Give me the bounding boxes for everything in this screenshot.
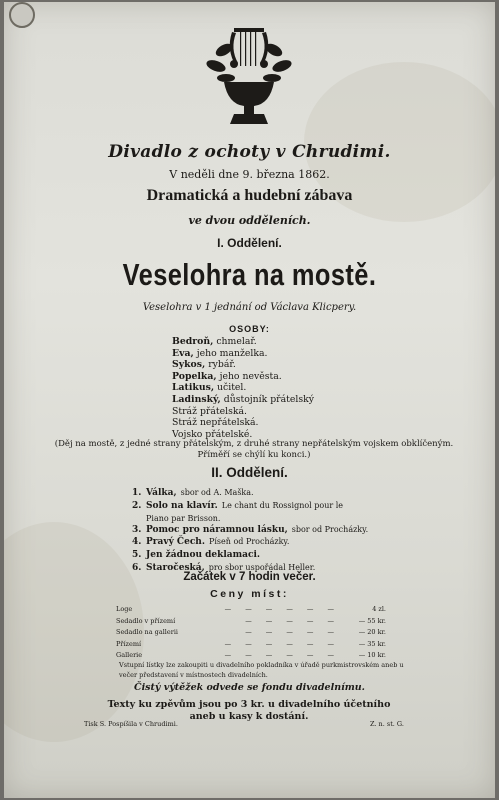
sign-mark: Z. n. st. G. [370,720,404,728]
cast-item: Stráž přátelská. [172,405,247,417]
cast-header: OSOBY: [229,324,270,334]
program-item-continuation: Piano par Brisson. [146,513,221,523]
lyrics-note: Texty ku zpěvům jsou po 3 kr. u divadelního účetního aneb u kasy k dostání. [107,699,391,722]
play-subtitle: Veselohra v 1 jednání od Václava Klicpery. [142,302,357,313]
theatre-title: Divadlo z ochoty v Chrudimi. [108,142,391,162]
program-list [132,487,432,575]
event-title: Dramatická a hudební zábava [146,187,353,204]
pin-hole [9,2,35,28]
price-row: Loge — — — — — — 4 zl. [116,605,386,613]
start-time: Začátek v 7 hodin večer. [183,571,316,583]
lyre-emblem-icon [204,20,294,130]
cast-list [172,336,472,440]
price-row: Přízemí — — — — — — — 35 kr. [116,639,386,648]
printer-credit: Tisk S. Pospíšila v Chrudimi. [84,720,178,728]
program-item: 2. Solo na klavír. Le chant du Rossignol pour le [132,500,344,511]
performance-date: V neděli dne 9. března 1862. [169,168,330,181]
cast-item: Stráž nepřátelská. [172,417,259,429]
parts-note: ve dvou odděleních. [188,214,311,227]
program-item: 5. Jen žádnou deklamaci. [132,550,261,561]
cast-item: Ladinský, důstojník přátelský [172,393,315,405]
price-list [116,604,386,662]
cast-item: Vojsko přátelské. [172,428,253,440]
program-item: 1. Válka, sbor od A. Maška. [132,488,254,498]
program-item: 4. Pravý Čech. Píseň od Procházky. [132,537,290,548]
price-row: Sedadlo na gallerii — — — — — — 20 kr. [116,628,386,637]
program-item: 6. Staročeská, pro sbor uspořádal Heller. [132,562,316,573]
cast-item: Popelka, jeho nevěsta. [172,370,282,382]
section-one-heading: I. Oddělení. [217,236,282,250]
price-row: Gallerie — — — — — — — 10 kr. [116,651,386,660]
prices-header: Ceny míst: [210,588,289,600]
tickets-note: Vstupní lístky lze zakoupiti u divadelního pokladníka v úřadě purkmistrovském aneb u večer představení v místnostech divadelních. [119,661,404,679]
cast-item: Sykos, rybář. [172,359,236,371]
play-title: Veselohra na mostě. [122,257,377,292]
cast-item: Eva, jeho manželka. [172,347,268,359]
cast-item: Latikus, učitel. [172,382,247,394]
proceeds-note: Čistý výtěžek odvede se fondu divadelnímu. [134,682,365,693]
price-row: Sedadlo v přízemí — — — — — — 55 kr. [116,616,386,625]
scene-note: (Děj na mostě, z jedné strany přátelským, z druhé strany nepřátelským vojskem obklíčeným. Příměří se chýlí ku konci.) [54,439,454,460]
playbill-sheet [4,2,495,798]
section-two-heading: II. Oddělení. [211,465,288,480]
program-item: 3. Pomoc pro náramnou lásku, sbor od Procházky. [132,524,369,535]
cast-item: Bedroň, chmelař. [172,336,257,347]
